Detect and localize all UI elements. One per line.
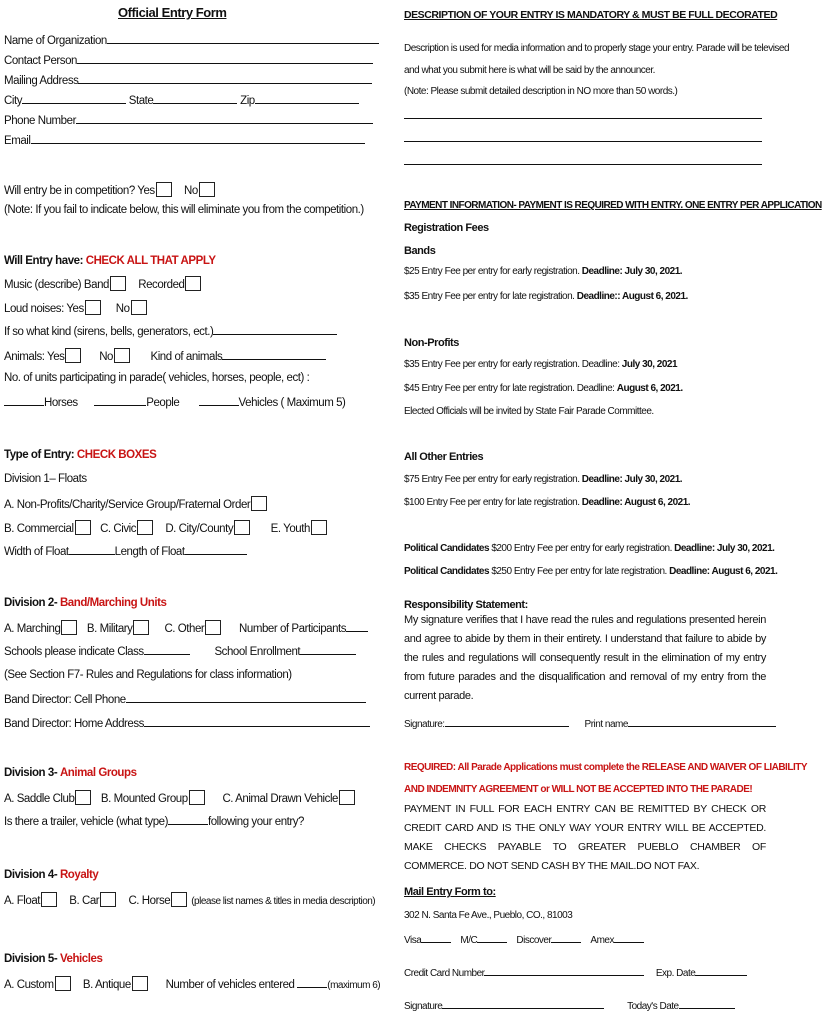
saddle-club-checkbox[interactable]	[75, 790, 91, 805]
credit-card-field[interactable]	[484, 965, 644, 976]
required-notice-2: AND INDEMNITY AGREEMENT or WILL NOT BE ACCEPTED INTO THE PARADE!	[404, 784, 753, 795]
division-3-heading: Division 3- Animal Groups	[4, 767, 137, 779]
city-row: City State Zip	[4, 93, 359, 108]
amex-field[interactable]	[614, 932, 644, 943]
band-late-fee: $35 Entry Fee per entry for late registration. Deadline:: August 6, 2021.	[404, 291, 688, 302]
band-cell-field[interactable]	[126, 692, 366, 703]
animals-row: Animals: Yes No Kind of animals	[4, 348, 326, 364]
see-section-note: (See Section F7- Rules and Regulations for class information)	[4, 669, 292, 681]
royalty-horse-checkbox[interactable]	[171, 892, 187, 907]
band-home-field[interactable]	[144, 716, 370, 727]
band-home-row: Band Director: Home Address	[4, 716, 370, 731]
loud-yes-checkbox[interactable]	[85, 300, 101, 315]
participants-field[interactable]	[346, 621, 368, 632]
vehicles-row: A. Custom B. Antique Number of vehicles entered (maximum 6)	[4, 976, 380, 993]
print-name-field[interactable]	[628, 716, 776, 727]
will-entry-have-heading: Will Entry have: CHECK ALL THAT APPLY	[4, 255, 216, 267]
antique-vehicle-checkbox[interactable]	[132, 976, 148, 991]
mc-field[interactable]	[477, 932, 507, 943]
animals-yes-checkbox[interactable]	[65, 348, 81, 363]
political-late-fee: Political Candidates $250 Entry Fee per entry for late registration. Deadline: August 6, 2021.	[404, 566, 778, 577]
card-type-row: Visa M/C Discover Amex	[404, 932, 644, 948]
signature2-field[interactable]	[442, 998, 604, 1009]
custom-vehicle-checkbox[interactable]	[55, 976, 71, 991]
city-county-checkbox[interactable]	[234, 520, 250, 535]
band-type-row: A. Marching B. Military C. Other Number of Participants	[4, 620, 368, 636]
all-other-heading: All Other Entries	[404, 451, 484, 463]
nonprofits-heading: Non-Profits	[404, 337, 459, 349]
music-band-checkbox[interactable]	[110, 276, 126, 291]
what-kind-row: If so what kind (sirens, bells, generators, ect.)	[4, 324, 337, 339]
mounted-group-checkbox[interactable]	[189, 790, 205, 805]
responsibility-text: My signature verifies that I have read the rules and regulations presented herein and agree to abide by them in their entirety. I understand that failure to abide by the rules and regulations will consequently result in the elimination of my entry from future parades and the disqualification and removal of my entry from the current parade.	[404, 614, 766, 702]
animal-drawn-checkbox[interactable]	[339, 790, 355, 805]
mailing-row: Mailing Address	[4, 73, 372, 88]
nonprofit-checkbox[interactable]	[251, 496, 267, 511]
registration-fees-heading: Registration Fees	[404, 222, 489, 234]
royalty-car-checkbox[interactable]	[100, 892, 116, 907]
elected-officials-note: Elected Officials will be invited by State Fair Parade Committee.	[404, 406, 654, 417]
units-fields-row: Horses People Vehicles ( Maximum 5)	[4, 395, 345, 410]
description-line-2[interactable]	[404, 141, 762, 142]
visa-field[interactable]	[421, 932, 451, 943]
payment-instructions: PAYMENT IN FULL FOR EACH ENTRY CAN BE REMITTED BY CHECK OR CREDIT CARD AND IS THE ONLY WAY YOUR ENTRY WILL BE ACCEPTED. MAKE CHECKS PAYABLE TO GREATER PUEBLO CHAMBER OF COMMERCE. DO NOT SEND CASH BY THE MAIL.DO NOT FAX.	[404, 803, 766, 872]
division-1-label: Division 1– Floats	[4, 473, 87, 485]
todays-date-field[interactable]	[679, 998, 735, 1009]
description-line-1[interactable]	[404, 118, 762, 119]
competition-no-checkbox[interactable]	[199, 182, 215, 197]
animals-no-checkbox[interactable]	[114, 348, 130, 363]
exp-date-field[interactable]	[695, 965, 747, 976]
mail-entry-heading: Mail Entry Form to:	[404, 886, 496, 898]
signature-field[interactable]	[445, 716, 569, 727]
animal-groups-row: A. Saddle Club B. Mounted Group C. Animal Drawn Vehicle	[4, 790, 359, 806]
credit-card-row: Credit Card Number Exp. Date	[404, 965, 747, 981]
units-row: No. of units participating in parade( vehicles, horses, people, ect) :	[4, 372, 310, 384]
phone-field[interactable]	[76, 113, 373, 124]
what-kind-field[interactable]	[213, 324, 337, 335]
other-late-fee: $100 Entry Fee per entry for late registration. Deadline: August 6, 2021.	[404, 497, 691, 508]
other-band-checkbox[interactable]	[205, 620, 221, 635]
horses-field[interactable]	[4, 395, 44, 406]
responsibility-heading: Responsibility Statement:	[404, 599, 528, 611]
mailing-field[interactable]	[78, 73, 372, 84]
nonprofit-late-fee: $45 Entry Fee per entry for late registration. Deadline: August 6, 2021.	[404, 383, 683, 394]
description-text-3: (Note: Please submit detailed description in NO more than 50 words.)	[404, 86, 678, 97]
school-enrollment-field[interactable]	[300, 644, 356, 655]
band-cell-row: Band Director: Cell Phone	[4, 692, 366, 707]
signature-row: Signature: Print name	[404, 716, 776, 732]
band-early-fee: $25 Entry Fee per entry for early registration. Deadline: July 30, 2021.	[404, 266, 683, 277]
float-size-row: Width of Float Length of Float	[4, 544, 247, 559]
marching-checkbox[interactable]	[61, 620, 77, 635]
loud-no-checkbox[interactable]	[131, 300, 147, 315]
royalty-float-checkbox[interactable]	[41, 892, 57, 907]
kind-animals-field[interactable]	[222, 349, 326, 360]
youth-checkbox[interactable]	[311, 520, 327, 535]
music-recorded-checkbox[interactable]	[185, 276, 201, 291]
required-notice-1: REQUIRED: All Parade Applications must complete the RELEASE AND WAIVER OF LIABILITY	[404, 762, 807, 773]
phone-row: Phone Number	[4, 113, 373, 128]
org-field[interactable]	[107, 33, 379, 44]
city-field[interactable]	[22, 93, 126, 104]
contact-field[interactable]	[77, 53, 373, 64]
nonprofit-early-fee: $35 Entry Fee per entry for early registration. Deadline: July 30, 2021	[404, 359, 678, 370]
email-field[interactable]	[31, 133, 365, 144]
trailer-field[interactable]	[168, 814, 208, 825]
type-of-entry-heading: Type of Entry: CHECK BOXES	[4, 449, 157, 461]
contact-row: Contact Person	[4, 53, 373, 68]
division-5-heading: Division 5- Vehicles	[4, 953, 103, 965]
email-row: Email	[4, 133, 365, 148]
float-category-row: B. Commercial C. Civic D. City/County E. Youth	[4, 520, 331, 536]
num-vehicles-field[interactable]	[297, 977, 327, 988]
mail-address: 302 N. Santa Fe Ave., Pueblo, CO., 81003	[404, 910, 573, 921]
other-early-fee: $75 Entry Fee per entry for early registration. Deadline: July 30, 2021.	[404, 474, 683, 485]
loud-row: Loud noises: Yes No	[4, 300, 151, 316]
political-early-fee: Political Candidates $200 Entry Fee per entry for early registration. Deadline: July 30, 2021.	[404, 543, 775, 554]
people-field[interactable]	[94, 395, 146, 406]
description-text-2: and what you submit here is what will be said by the announcer.	[404, 65, 655, 76]
school-class-field[interactable]	[144, 644, 190, 655]
nonprofit-row: A. Non-Profits/Charity/Service Group/Fraternal Order	[4, 496, 271, 512]
trailer-row: Is there a trailer, vehicle (what type) following your entry?	[4, 816, 305, 828]
bands-heading: Bands	[404, 245, 436, 257]
org-row: Name of Organization	[4, 33, 379, 48]
competition-note: (Note: If you fail to indicate below, this will eliminate you from the competition.)	[4, 204, 364, 216]
discover-field[interactable]	[551, 932, 581, 943]
form-title: Official Entry Form	[118, 5, 227, 20]
payment-title: PAYMENT INFORMATION- PAYMENT IS REQUIRED WITH ENTRY. ONE ENTRY PER APPLICATION	[404, 200, 822, 211]
description-line-3[interactable]	[404, 164, 762, 165]
signature-date-row: Signature Today's Date	[404, 998, 735, 1014]
state-field[interactable]	[153, 93, 237, 104]
commercial-checkbox[interactable]	[75, 520, 91, 535]
division-2-heading: Division 2- Band/Marching Units	[4, 597, 167, 609]
width-float-field[interactable]	[69, 544, 115, 555]
civic-checkbox[interactable]	[137, 520, 153, 535]
zip-field[interactable]	[255, 93, 359, 104]
school-row: Schools please indicate Class School Enrollment	[4, 644, 356, 659]
music-row: Music (describe) Band Recorded	[4, 276, 205, 292]
competition-yes-checkbox[interactable]	[156, 182, 172, 197]
vehicles-field[interactable]	[199, 395, 239, 406]
length-float-field[interactable]	[185, 544, 247, 555]
competition-row: Will entry be in competition? Yes No	[4, 182, 219, 198]
description-text-1: Description is used for media information and to properly stage your entry. Parade will be televised	[404, 43, 790, 54]
division-4-heading: Division 4- Royalty	[4, 869, 99, 881]
military-checkbox[interactable]	[133, 620, 149, 635]
description-title: DESCRIPTION OF YOUR ENTRY IS MANDATORY & MUST BE FULL DECORATED	[404, 9, 778, 21]
royalty-row: A. Float B. Car C. Horse (please list names & titles in media description)	[4, 892, 375, 909]
